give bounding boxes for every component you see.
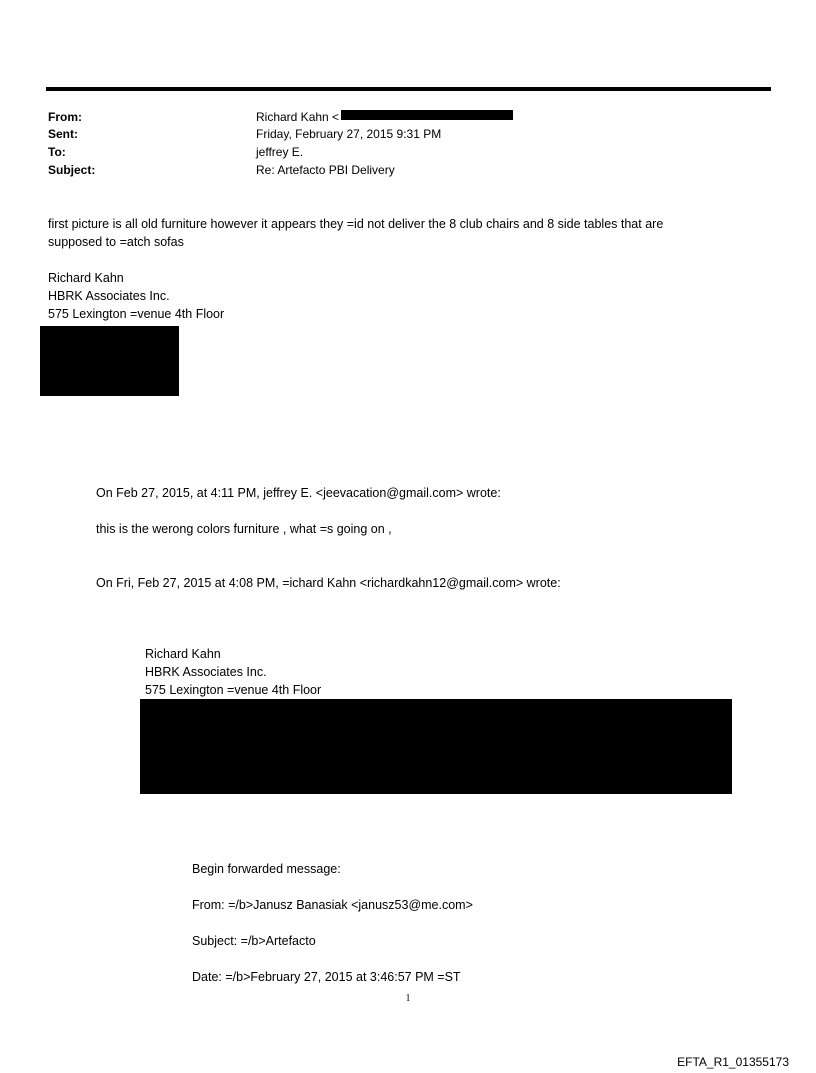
subject-value: Re: Artefacto PBI Delivery bbox=[256, 163, 395, 177]
quote2-signature-address: 575 Lexington =venue 4th Floor bbox=[145, 683, 322, 697]
from-name: Richard Kahn < bbox=[256, 110, 340, 124]
forwarded-from: From: =/b>Janusz Banasiak <janusz53@me.com> bbox=[192, 898, 473, 912]
sent-value: Friday, February 27, 2015 9:31 PM bbox=[256, 127, 442, 141]
from-label: From: bbox=[48, 110, 82, 124]
to-value: jeffrey E. bbox=[256, 145, 304, 159]
sent-label: Sent: bbox=[48, 127, 78, 141]
quote2-signature-company: HBRK Associates Inc. bbox=[145, 665, 267, 679]
body-line-1: first picture is all old furniture however it appears they =id not deliver the 8 club chairs and 8 side tables that are bbox=[48, 217, 664, 231]
redaction-quote2-block bbox=[140, 699, 732, 794]
signature-address: 575 Lexington =venue 4th Floor bbox=[48, 307, 225, 321]
bates-number: EFTA_R1_01355173 bbox=[677, 1055, 789, 1069]
quote2-signature-name: Richard Kahn bbox=[145, 647, 221, 661]
quote1-text: this is the werong colors furniture , what =s going on , bbox=[96, 522, 392, 536]
forwarded-heading: Begin forwarded message: bbox=[192, 862, 341, 876]
header-rule bbox=[46, 87, 771, 91]
signature-name: Richard Kahn bbox=[48, 271, 124, 285]
quote2-intro: On Fri, Feb 27, 2015 at 4:08 PM, =ichard Kahn <richardkahn12@gmail.com> wrote: bbox=[96, 576, 561, 590]
page-number: 1 bbox=[405, 993, 411, 1004]
body-line-2: supposed to =atch sofas bbox=[48, 235, 184, 249]
to-label: To: bbox=[48, 145, 66, 159]
quote1-intro: On Feb 27, 2015, at 4:11 PM, jeffrey E. <jeevacation@gmail.com> wrote: bbox=[96, 486, 501, 500]
signature-company: HBRK Associates Inc. bbox=[48, 289, 170, 303]
subject-label: Subject: bbox=[48, 163, 96, 177]
forwarded-subject: Subject: =/b>Artefacto bbox=[192, 934, 316, 948]
redaction-signature-block bbox=[40, 326, 179, 396]
redaction-from-email bbox=[341, 110, 513, 120]
from-value bbox=[256, 108, 339, 126]
forwarded-date: Date: =/b>February 27, 2015 at 3:46:57 PM =ST bbox=[192, 970, 461, 984]
